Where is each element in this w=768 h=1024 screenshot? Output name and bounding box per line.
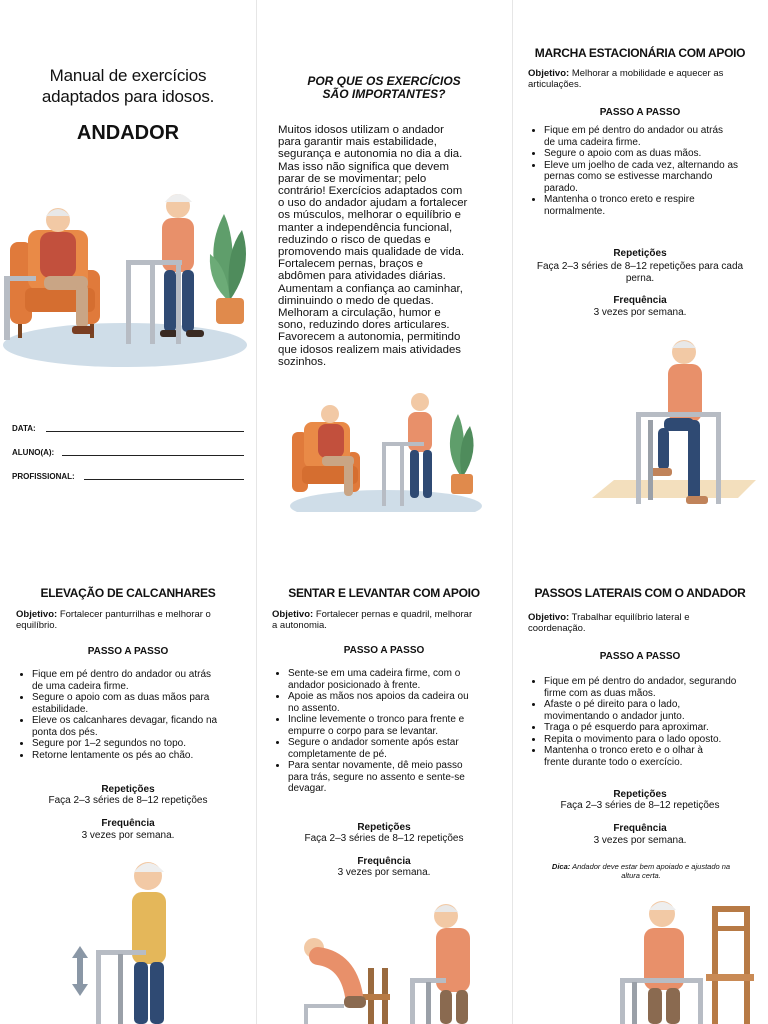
step-item: • Afaste o pé direito para o lado, movimentando o andador junto. xyxy=(544,699,768,722)
objective-label: Objetivo: xyxy=(272,609,314,620)
step-item: • Repita o movimento para o lado oposto. xyxy=(544,734,768,746)
exercise-side-steps-panel xyxy=(512,512,768,1024)
repetitions-text: Faça 2–3 séries de 8–12 repetições xyxy=(48,795,208,806)
exercise-objective xyxy=(16,609,242,631)
step-by-step-heading: PASSO A PASSO xyxy=(87,646,169,657)
why-line: sono, reduzindo dores articulares. xyxy=(278,319,450,332)
why-heading-line2: SÃO IMPORTANTES? xyxy=(322,87,446,101)
objective-text: articulações. xyxy=(528,79,582,90)
why-line: sozinhos. xyxy=(278,355,327,368)
repetitions-text: Faça 2–3 séries de 8–12 repetições xyxy=(560,800,720,811)
why-line: Aumentam a confiança ao caminhar, xyxy=(278,282,463,295)
step-item: • Segure o apoio com as duas mãos para estabilidade. xyxy=(32,692,256,715)
heel-raise-illustration xyxy=(60,854,210,1024)
why-panel xyxy=(256,0,512,512)
repetitions-text: Faça 2–3 séries de 8–12 repetições para cada perna. xyxy=(536,261,744,284)
professional-label: PROFISSIONAL: xyxy=(12,472,75,481)
side-steps-illustration xyxy=(602,892,762,1024)
step-by-step-heading: PASSO A PASSO xyxy=(343,645,425,656)
why-line: manter a independência funcional, xyxy=(278,221,453,234)
student-line[interactable] xyxy=(62,455,244,456)
why-line: que idosos realizem mais atividades xyxy=(278,343,461,356)
frequency-text: 3 vezes por semana. xyxy=(81,830,175,841)
steps-list xyxy=(272,668,512,795)
step-item: • Sente-se em uma cadeira firme, com o andador posicionado à frente. xyxy=(288,668,512,691)
frequency-label: Frequência xyxy=(613,823,667,834)
why-line: para garantir mais estabilidade, xyxy=(278,136,437,149)
step-item: • Fique em pé dentro do andador ou atrás de uma cadeira firme. xyxy=(544,125,768,148)
repetitions-label: Repetições xyxy=(101,784,155,795)
sit-stand-illustration xyxy=(296,886,506,1024)
tip-text: Dica: Andador deve estar bem apoiado e ajustado na altura certa. xyxy=(551,862,731,880)
step-item: • Segure o andador somente após estar completamente de pé. xyxy=(288,737,512,760)
student-label: ALUNO(A): xyxy=(12,448,55,457)
seniors-illustration xyxy=(0,180,256,370)
why-line: Favorecem a autonomia, permitindo xyxy=(278,331,461,344)
exercise-title: PASSOS LATERAIS COM O ANDADOR xyxy=(534,586,746,600)
exercise-title: ELEVAÇÃO DE CALCANHARES xyxy=(40,586,216,600)
step-item: • Para sentar novamente, dê meio passo para trás, segure no assento e sente-se devagar. xyxy=(288,760,512,795)
step-item: • Apoie as mãos nos apoios da cadeira ou no assento. xyxy=(288,691,512,714)
why-line: diminuindo o medo de quedas. xyxy=(278,294,434,307)
why-line: contrário! Exercícios adaptados com xyxy=(278,185,463,198)
exercise-marching-panel xyxy=(512,0,768,512)
tip-label: Dica: xyxy=(551,862,571,871)
frequency-text: 3 vezes por semana. xyxy=(593,307,687,318)
exercise-sit-stand-panel xyxy=(256,512,512,1024)
exercise-title: MARCHA ESTACIONÁRIA COM APOIO xyxy=(534,46,746,60)
why-line: os músculos, melhorar o equilíbrio e xyxy=(278,209,461,222)
marching-illustration xyxy=(588,330,768,512)
exercise-title: SENTAR E LEVANTAR COM APOIO xyxy=(288,586,480,600)
why-line: Mas isso não significa que devem xyxy=(278,160,449,173)
step-item: • Eleve um joelho de cada vez, alternando as pernas como se estivesse marchando parado. xyxy=(544,160,768,195)
objective-label: Objetivo: xyxy=(528,612,570,623)
frequency-label: Frequência xyxy=(613,295,667,306)
why-line: parar de se movimentar; pelo xyxy=(278,172,427,185)
steps-list xyxy=(528,125,768,217)
up-down-arrow-icon xyxy=(72,946,88,958)
objective-text: Fortalecer panturrilhas e melhorar o xyxy=(59,609,211,620)
cover-title-line1: Manual de exercícios xyxy=(49,66,207,85)
objective-label: Objetivo: xyxy=(16,609,58,620)
why-heading-line1: POR QUE OS EXERCÍCIOS xyxy=(307,74,461,88)
step-by-step-heading: PASSO A PASSO xyxy=(599,651,681,662)
objective-text: equilíbrio. xyxy=(16,620,58,631)
repetitions-text: Faça 2–3 séries de 8–12 repetições xyxy=(304,833,464,844)
step-by-step-heading: PASSO A PASSO xyxy=(599,107,681,118)
why-line: o uso do andador ajudam a fortalecer xyxy=(278,197,468,210)
cover-subtitle: ANDADOR xyxy=(76,122,180,144)
step-item: • Retorne lentamente os pés ao chão. xyxy=(32,750,256,762)
objective-text: Trabalhar equilíbrio lateral e xyxy=(571,612,690,623)
cover-panel xyxy=(0,0,256,512)
frequency-label: Frequência xyxy=(357,856,411,867)
objective-label: Objetivo: xyxy=(528,68,570,79)
step-item: • Eleve os calcanhares devagar, ficando na ponta dos pés. xyxy=(32,715,256,738)
exercise-heel-raise-panel xyxy=(0,512,256,1024)
objective-text: Melhorar a mobilidade e aquecer as xyxy=(571,68,724,79)
why-line: promovendo mais qualidade de vida. xyxy=(278,246,465,259)
step-item: • Fique em pé dentro do andador ou atrás de uma cadeira firme. xyxy=(32,669,256,692)
steps-list xyxy=(528,676,768,768)
why-line: reduzindo o risco de quedas e xyxy=(278,233,431,246)
repetitions-label: Repetições xyxy=(613,789,667,800)
date-label: DATA: xyxy=(12,424,36,433)
seniors-illustration-small xyxy=(286,386,482,512)
why-line: abdômen para atividades diárias. xyxy=(278,270,446,283)
objective-text: coordenação. xyxy=(528,623,586,634)
exercise-objective xyxy=(528,68,754,90)
exercise-objective xyxy=(528,612,754,634)
step-item: • Traga o pé esquerdo para aproximar. xyxy=(544,722,768,734)
cover-title-line2: adaptados para idosos. xyxy=(41,87,215,106)
repetitions-label: Repetições xyxy=(357,822,411,833)
step-item: • Incline levemente o tronco para frente e empurre o corpo para se levantar. xyxy=(288,714,512,737)
why-line: segurança e autonomia no dia a dia. xyxy=(278,148,463,161)
why-line: Fortalecem pernas, braços e xyxy=(278,258,423,271)
frequency-text: 3 vezes por semana. xyxy=(337,867,431,878)
frequency-text: 3 vezes por semana. xyxy=(593,835,687,846)
date-line[interactable] xyxy=(46,431,244,432)
step-item: • Fique em pé dentro do andador, segurando firme com as duas mãos. xyxy=(544,676,768,699)
step-item: • Segure por 1–2 segundos no topo. xyxy=(32,738,256,750)
steps-list xyxy=(16,669,256,761)
step-item: • Mantenha o tronco ereto e o olhar à frente durante todo o exercício. xyxy=(544,745,768,768)
repetitions-label: Repetições xyxy=(613,248,667,259)
professional-line[interactable] xyxy=(84,479,244,480)
why-line: Melhoram a circulação, humor e xyxy=(278,307,441,320)
step-item: • Mantenha o tronco ereto e respire normalmente. xyxy=(544,194,768,217)
frequency-label: Frequência xyxy=(101,818,155,829)
objective-text: Fortalecer pernas e quadril, melhorar xyxy=(315,609,473,620)
exercise-objective xyxy=(272,609,498,631)
objective-text: a autonomia. xyxy=(272,620,327,631)
step-item: • Segure o apoio com as duas mãos. xyxy=(544,148,768,160)
why-paragraph xyxy=(278,124,498,368)
why-line: Muitos idosos utilizam o andador xyxy=(278,124,444,136)
